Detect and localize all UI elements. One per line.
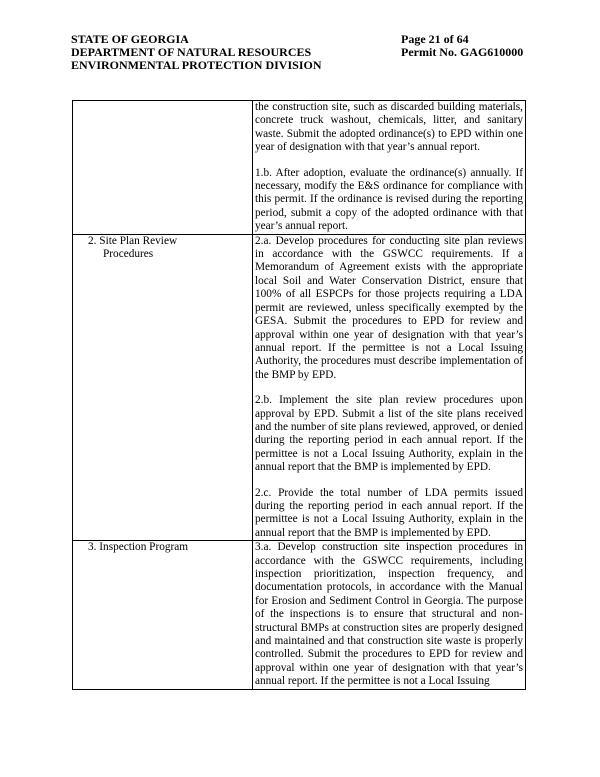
requirement-paragraph: 2.c. Provide the total number of LDA permits issued during the reporting period in each annual report. If the permittee is not a Local Issuing Authority, explain in the annual report that the BMP is implemented by EPD. [255, 486, 523, 539]
requirement-paragraph: the construction site, such as discarded building materials, concrete truck washout, chemicals, litter, and sanitary waste. Submit the adopted ordinance(s) to EPD within one year of designation with that year’s annual report. [255, 101, 523, 154]
page-number: Page 21 of 64 [401, 32, 469, 46]
table-row [73, 234, 526, 541]
bmp-label-cell [73, 541, 253, 689]
bmp-label-continued: Procedures [103, 248, 154, 261]
table-row [73, 101, 526, 235]
page-header [71, 33, 531, 72]
header-row-3 [71, 59, 531, 72]
requirement-cell [253, 541, 526, 689]
requirements-table [72, 100, 526, 690]
bmp-label-cell [73, 101, 253, 235]
bmp-label: 3. Inspection Program [88, 541, 189, 554]
requirement-paragraph: 1.b. After adoption, evaluate the ordinance(s) annually. If necessary, modify the E&S ordinance for compliance with this permit. If the ordinance is revised during the reporting period, submit a copy of the adopted ordinance with that year’s annual report. [255, 166, 523, 233]
requirement-paragraph: 3.a. Develop construction site inspection procedures in accordance with the GSWCC requirements, including inspection prioritization, inspection frequency, and documentation protocols, in accordance with the Manual for Erosion and Sediment Control in Georgia. The purpose of the inspections is to ensure that structural and non-structural BMPs at construction sites are properly designed and maintained and that construction site waste is properly controlled. Submit the procedures to EPD for review and approval within one year of designation with that year’s annual report. If the permittee is not a Local Issuing [255, 541, 523, 688]
agency-division: ENVIRONMENTAL PROTECTION DIVISION [71, 58, 322, 72]
bmp-label: 2. Site Plan Review [88, 234, 178, 247]
permit-number: Permit No. GAG610000 [401, 45, 524, 59]
agency-state: STATE OF GEORGIA [71, 32, 189, 46]
bmp-label-cell [73, 234, 253, 541]
requirement-cell [253, 101, 526, 235]
requirement-paragraph: 2.a. Develop procedures for conducting site plan reviews in accordance with the GSWCC requirements. If a Memorandum of Agreement exists with the appropriate local Soil and Water Conservation District, ensure that 100% of all ESPCPs for those projects requiring a LDA permit are reviewed, unless specifically exempted by the GESA. Submit the procedures to EPD for review and approval within one year of designation with that year’s annual report. If the permittee is not a Local Issuing Authority, the procedures must describe implementation of the BMP by EPD. [255, 234, 523, 381]
requirement-paragraph: 2.b. Implement the site plan review procedures upon approval by EPD. Submit a list of the site plans received and the number of site plans reviewed, approved, or denied during the reporting period in each annual report. If the permittee is not a Local Issuing Authority, explain in the annual report that the BMP is implemented by EPD. [255, 394, 523, 474]
agency-department: DEPARTMENT OF NATURAL RESOURCES [71, 45, 312, 59]
table-row [73, 541, 526, 689]
requirement-cell [253, 234, 526, 541]
